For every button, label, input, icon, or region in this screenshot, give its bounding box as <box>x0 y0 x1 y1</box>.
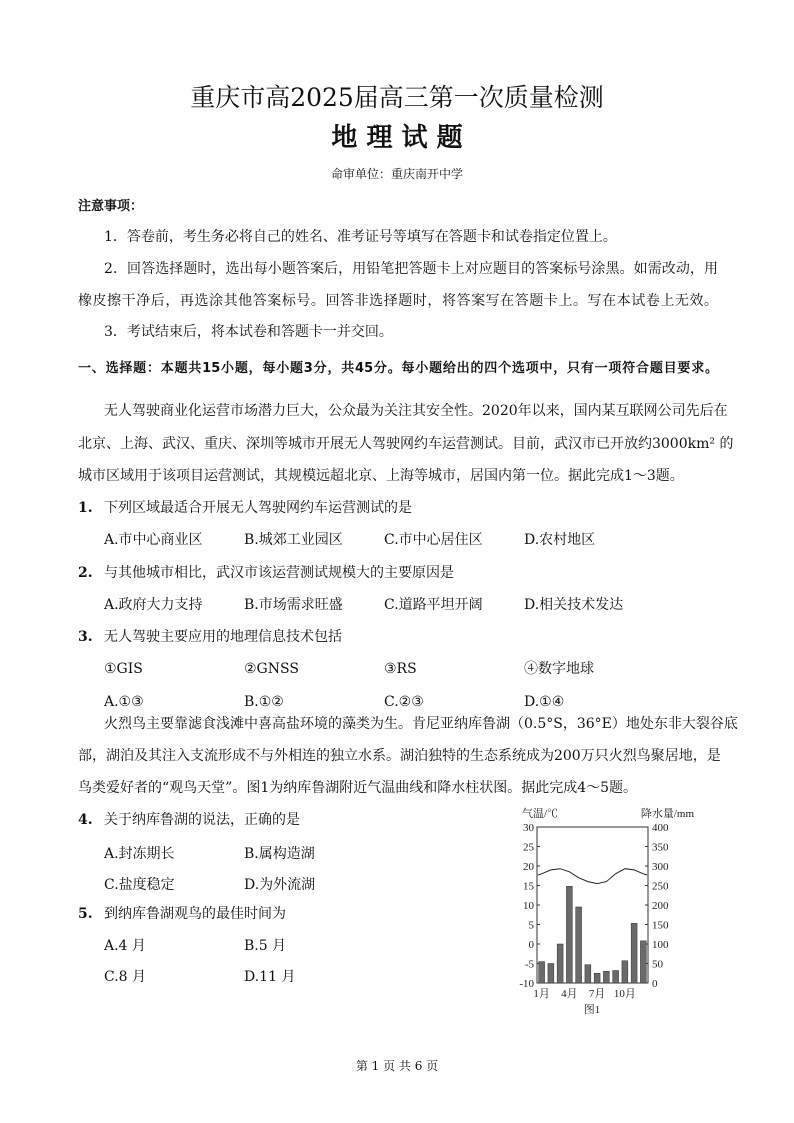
right-tick-label: 300 <box>652 861 669 873</box>
question-number: 4. <box>78 812 93 828</box>
precip-bar-4 <box>566 886 572 983</box>
left-tick-label: 0 <box>528 939 534 951</box>
question-number: 3. <box>78 629 93 645</box>
option-c: C.盐度稳定 <box>104 877 175 893</box>
passage-line: 北京、上海、武汉、重庆、深圳等城市开展无人驾驶网约车运营测试。目前，武汉市已开放约3000km² 的 <box>78 436 734 452</box>
precip-bar-10 <box>622 961 628 983</box>
question-number: 1. <box>78 500 93 516</box>
option-b: B.5 月 <box>244 938 287 954</box>
author-unit: 命审单位：重庆南开中学 <box>330 167 463 181</box>
left-tick-label: -5 <box>524 958 534 971</box>
option-b: B.城郊工业园区 <box>244 532 343 548</box>
passage-line: 火烈鸟主要靠滤食浅滩中喜高盐环境的藻类为生。肯尼亚纳库鲁湖（0.5°S，36°E）地处东非大裂谷底 <box>104 716 738 732</box>
right-tick-label: 150 <box>652 919 669 932</box>
question-number: 5. <box>78 906 93 922</box>
question-stem: 到纳库鲁湖观鸟的最佳时间为 <box>104 906 286 922</box>
passage-line: 鸟类爱好者的“观鸟天堂”。图1为纳库鲁湖附近气温曲线和降水柱状图。据此完成4～5题。 <box>78 780 638 796</box>
left-tick-label: 20 <box>523 861 534 873</box>
option-a: A.政府大力支持 <box>104 597 203 613</box>
option-c: C.市中心居住区 <box>384 532 483 548</box>
option-d: D.为外流湖 <box>244 877 316 893</box>
x-tick-label: 7月 <box>588 988 606 1000</box>
precip-bar-1 <box>539 962 545 983</box>
right-tick-label: 0 <box>652 978 658 990</box>
option-d: D.农村地区 <box>524 532 596 548</box>
option-d: D.相关技术发达 <box>524 597 624 613</box>
right-axis-label: 降水量/mm <box>640 808 694 820</box>
option-a: A.封冻期长 <box>104 846 175 862</box>
option-c: C.②③ <box>384 694 424 710</box>
x-tick-label: 1月 <box>533 988 550 1000</box>
temperature-curve <box>538 869 647 884</box>
notice-item: 1．答卷前，考生务必将自己的姓名、准考证号等填写在答题卡和试卷指定位置上。 <box>104 229 617 245</box>
notice-item: 橡皮擦干净后，再选涂其他答案标号。回答非选择题时，将答案写在答题卡上。写在本试卷上无效。 <box>78 293 718 309</box>
precip-bar-8 <box>603 971 609 983</box>
item-3: ③RS <box>384 661 417 677</box>
right-tick-label: 200 <box>652 900 669 912</box>
left-tick-label: 5 <box>528 919 534 932</box>
precip-bar-9 <box>613 971 619 983</box>
option-d: D.11 月 <box>244 969 296 985</box>
x-tick-label: 10月 <box>613 988 636 1000</box>
option-c: C.道路平坦开阔 <box>384 597 483 613</box>
precip-bar-6 <box>585 965 591 983</box>
right-tick-label: 100 <box>652 939 669 951</box>
option-a: A.4 月 <box>104 938 146 954</box>
question-stem: 无人驾驶主要应用的地理信息技术包括 <box>104 629 342 645</box>
question-stem: 关于纳库鲁湖的说法，正确的是 <box>104 812 300 828</box>
left-tick-label: 10 <box>523 900 534 912</box>
notice-heading: 注意事项： <box>78 199 144 214</box>
option-b: B.属构造湖 <box>244 846 315 862</box>
question-stem: 与其他城市相比，武汉市该运营测试规模大的主要原因是 <box>104 565 454 581</box>
notice-item: 3．考试结束后，将本试卷和答题卡一并交回。 <box>104 324 393 340</box>
left-tick-label: 30 <box>523 822 534 834</box>
left-tick-label: 15 <box>523 880 534 893</box>
left-tick-label: -10 <box>519 978 534 990</box>
exam-title: 重庆市高2025届高三第一次质量检测 <box>190 83 604 112</box>
right-tick-label: 400 <box>652 822 669 834</box>
section-heading: 一、选择题：本题共15小题，每小题3分，共45分。每小题给出的四个选项中，只有一项符合题目要求。 <box>78 361 718 376</box>
question-stem: 下列区域最适合开展无人驾驶网约车运营测试的是 <box>104 500 412 516</box>
option-b: B.市场需求旺盛 <box>244 597 343 613</box>
option-b: B.①② <box>244 694 284 710</box>
right-tick-label: 50 <box>652 958 663 971</box>
figure-caption: 图1 <box>583 1004 601 1016</box>
passage-line: 城市区域用于该项目运营测试，其规模远超北京、上海等城市，居国内第一位。据此完成1～3题。 <box>78 468 684 484</box>
page-footer: 第 1 页 共 6 页 <box>355 1059 439 1073</box>
passage-line: 部，湖泊及其注入支流形成不与外相连的独立水系。湖泊独特的生态系统成为200万只火烈鸟聚居地，是 <box>78 748 721 764</box>
option-a: A.市中心商业区 <box>104 532 203 548</box>
notice-item: 2．回答选择题时，选出每小题答案后，用铅笔把答题卡上对应题目的答案标号涂黑。如需改动，用 <box>104 261 718 277</box>
right-tick-label: 350 <box>652 841 669 854</box>
climate-chart <box>500 800 700 1020</box>
option-a: A.①③ <box>104 694 144 710</box>
option-c: C.8 月 <box>104 969 147 985</box>
x-tick-label: 4月 <box>561 988 578 1000</box>
item-2: ②GNSS <box>244 661 299 677</box>
item-4: ④数字地球 <box>524 661 594 677</box>
subject-title: 地 理 试 题 <box>331 123 463 153</box>
question-number: 2. <box>78 565 93 581</box>
precip-bar-7 <box>594 973 600 983</box>
right-tick-label: 250 <box>652 880 669 893</box>
precip-bar-12 <box>640 941 646 983</box>
precip-bar-3 <box>557 944 563 983</box>
left-tick-label: 25 <box>523 841 534 854</box>
precip-bar-2 <box>548 964 554 984</box>
left-axis-label: 气温/℃ <box>522 808 559 820</box>
precip-bar-11 <box>631 923 637 983</box>
precip-bar-5 <box>576 907 582 983</box>
item-1: ①GIS <box>104 661 143 677</box>
passage-line: 无人驾驶商业化运营市场潜力巨大，公众最为关注其安全性。2020年以来，国内某互联网公司先后在 <box>104 403 728 419</box>
option-d: D.①④ <box>524 694 565 710</box>
